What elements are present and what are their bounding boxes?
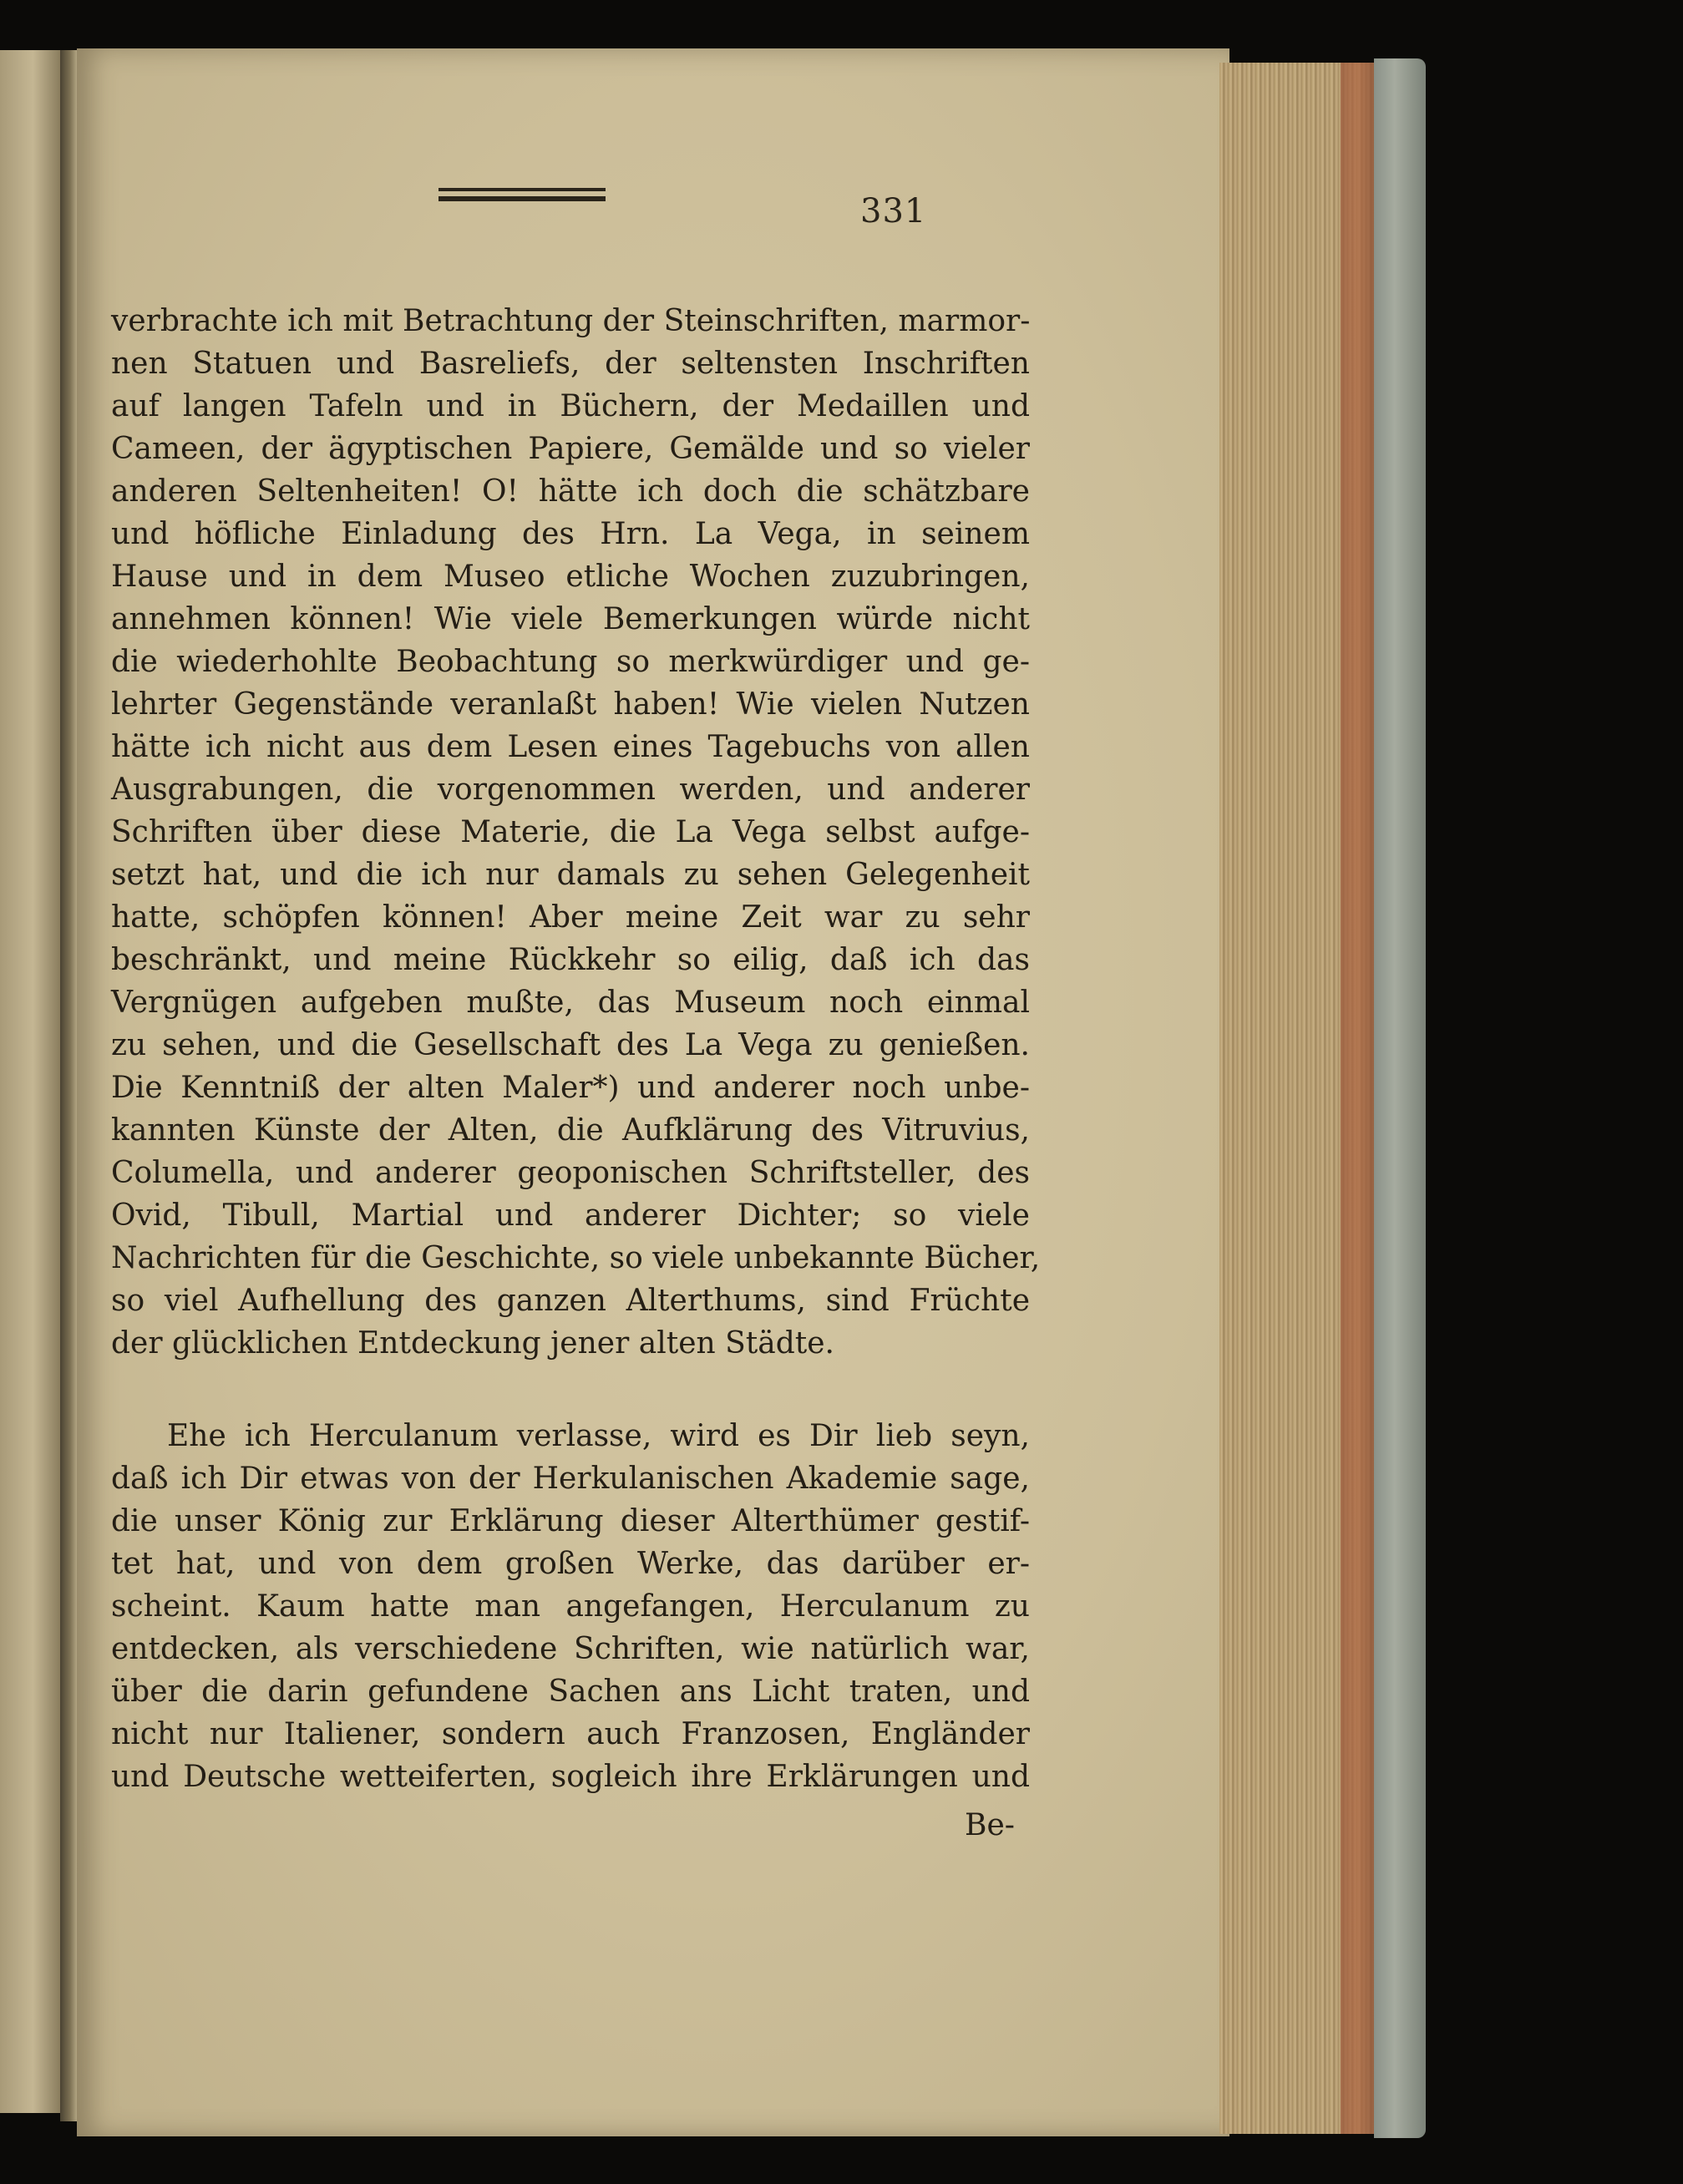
text-line: zu sehen, und die Gesellschaft des La Vega zu genießen.	[111, 1028, 1030, 1062]
text-line: annehmen können! Wie viele Bemerkungen würde nicht	[111, 602, 1030, 636]
text-line: kannten Künste der Alten, die Aufklärung des Vitruvius,	[111, 1113, 1030, 1148]
text-line: über die darin gefundene Sachen ans Licht traten, und	[111, 1675, 1030, 1709]
text-line: hätte ich nicht aus dem Lesen eines Tagebuchs von allen	[111, 730, 1030, 764]
text-line: nen Statuen und Basreliefs, der seltensten Inschriften	[111, 347, 1030, 381]
text-line: und Deutsche wetteiferten, sogleich ihre Erklärungen und	[111, 1760, 1030, 1794]
text-line: die unser König zur Erklärung dieser Alterthümer gestif-	[111, 1504, 1030, 1538]
text-line: nicht nur Italiener, sondern auch Franzosen, Engländer	[111, 1717, 1030, 1751]
text-line: scheint. Kaum hatte man angefangen, Herculanum zu	[111, 1589, 1030, 1624]
text-line: Vergnügen aufgeben mußte, das Museum noch einmal	[111, 986, 1030, 1020]
text-line: Ausgrabungen, die vorgenommen werden, und anderer	[111, 773, 1030, 807]
text-line: Ovid, Tibull, Martial und anderer Dichter; so viele	[111, 1198, 1030, 1233]
text-line: auf langen Tafeln und in Büchern, der Medaillen und	[111, 389, 1030, 423]
text-line: entdecken, als verschiedene Schriften, wie natürlich war,	[111, 1632, 1030, 1666]
text-line: daß ich Dir etwas von der Herkulanischen Akademie sage,	[111, 1462, 1030, 1496]
text-line: Cameen, der ägyptischen Papiere, Gemälde und so vieler	[111, 432, 1030, 466]
text-line: verbrachte ich mit Betrachtung der Steinschriften, marmor-	[111, 304, 1031, 338]
book-cover-board	[1374, 58, 1426, 2138]
red-edge-stain	[1341, 63, 1374, 2134]
page-number: 331	[860, 192, 927, 231]
text-line: Nachrichten für die Geschichte, so viele unbekannte Bücher,	[111, 1241, 1041, 1275]
text-line: Columella, und anderer geoponischen Schriftsteller, des	[111, 1156, 1030, 1190]
text-line: beschränkt, und meine Rückkehr so eilig, daß ich das	[111, 943, 1030, 977]
text-line: der glücklichen Entdeckung jener alten Städte.	[111, 1326, 834, 1361]
text-line: und höfliche Einladung des Hrn. La Vega, in seinem	[111, 517, 1030, 551]
text-line: die wiederhohlte Beobachtung so merkwürdiger und ge-	[111, 645, 1030, 679]
catchword: Be-	[965, 1808, 1015, 1842]
header-rule	[438, 188, 606, 201]
text-line: lehrter Gegenstände veranlaßt haben! Wie vielen Nutzen	[111, 687, 1030, 722]
text-line: anderen Seltenheiten! O! hätte ich doch die schätzbare	[111, 474, 1030, 509]
text-line: Hause und in dem Museo etliche Wochen zuzubringen,	[111, 560, 1030, 594]
text-line: Schriften über diese Materie, die La Vega selbst aufge-	[111, 815, 1030, 849]
previous-page-edge	[0, 50, 60, 2113]
text-line: Ehe ich Herculanum verlasse, wird es Dir lieb seyn,	[167, 1419, 1030, 1453]
text-line: Die Kenntniß der alten Maler*) und anderer noch unbe-	[111, 1071, 1030, 1105]
book-gutter	[60, 50, 77, 2121]
text-line: setzt hat, und die ich nur damals zu sehen Gelegenheit	[111, 858, 1030, 892]
text-line: so viel Aufhellung des ganzen Alterthums, sind Früchte	[111, 1284, 1030, 1318]
text-line: hatte, schöpfen können! Aber meine Zeit war zu sehr	[111, 900, 1030, 935]
text-line: tet hat, und von dem großen Werke, das darüber er-	[111, 1547, 1030, 1581]
